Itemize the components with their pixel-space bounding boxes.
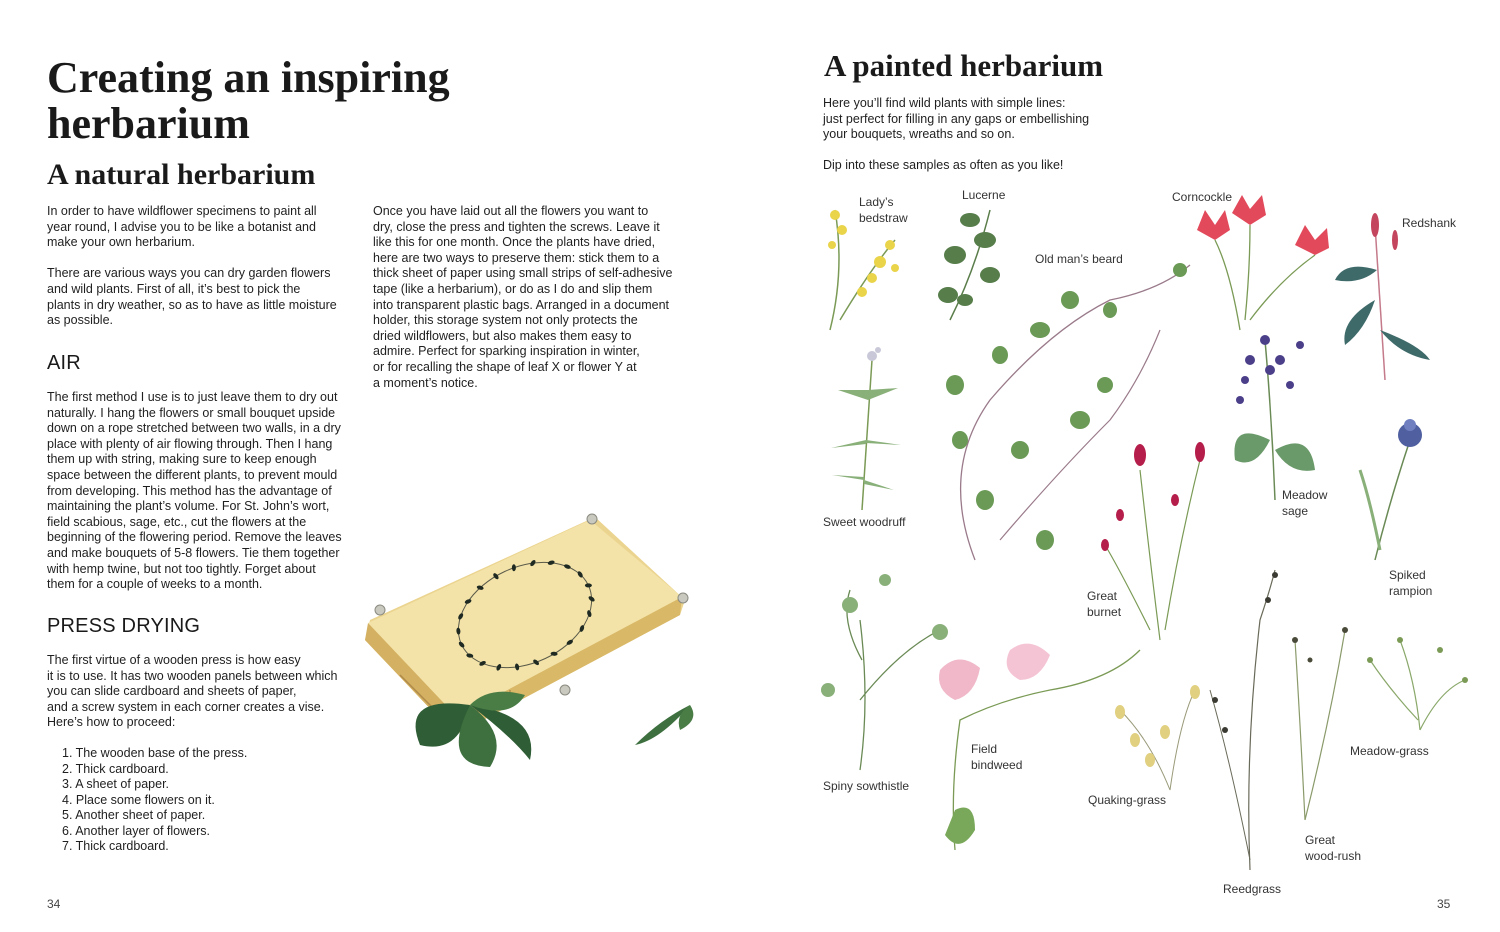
list-item: 4. Place some flowers on it. (62, 792, 215, 807)
reedgrass-illustration (1210, 570, 1278, 870)
label-great-burnet: Great burnet (1087, 589, 1122, 619)
label-meadow-sage: Meadow sage (1282, 488, 1328, 518)
label-spiny-sowthistle: Spiny sowthistle (823, 779, 910, 793)
spiny-sowthistle-illustration (821, 574, 948, 770)
lucerne-illustration (938, 210, 1000, 320)
air-paragraph: The first method I use is to just leave them to dry out naturally. I hang the flowers or small bouquet upside down on a rope stretched between two walls, in a dry place with plenty of air flowing through. Then I hang them up with string, making sure to keep enough space between the different plants, to prevent mould from developing. This method has the advantage of maintaining the plant’s volume. For St. John’s wort, field scabious, sage, etc., cut the flowers at the beginning of the flowering period. Remove the leaves and make bouquets of 5-8 flowers. Tie them together with hemp twine, but not too tightly. Forget about them for a couple of weeks to a month. (47, 390, 342, 592)
label-lucerne: Lucerne (962, 188, 1006, 202)
page-number-left: 34 (47, 897, 61, 911)
label-great-wood-rush: Great wood-rush (1305, 833, 1362, 863)
corncockle-illustration (1197, 195, 1329, 330)
label-redshank: Redshank (1402, 216, 1457, 230)
label-corncockle: Corncockle (1172, 190, 1233, 204)
list-item: 2. Thick cardboard. (62, 761, 169, 776)
air-heading: AIR (47, 352, 81, 374)
section-subtitle: A natural herbarium (47, 158, 316, 191)
label-reedgrass: Reedgrass (1223, 882, 1282, 896)
meadow-sage-illustration (1234, 335, 1315, 500)
ladys-bedstraw-illustration (828, 210, 899, 330)
great-wood-rush-illustration (1292, 627, 1348, 820)
label-sweet-woodruff: Sweet woodruff (823, 515, 906, 529)
label-quaking-grass: Quaking-grass (1088, 793, 1167, 807)
list-item: 3. A sheet of paper. (62, 777, 170, 791)
label-old-mans-beard: Old man’s beard (1035, 252, 1123, 266)
list-item: 6. Another layer of flowers. (62, 823, 210, 838)
field-bindweed-illustration (939, 644, 1140, 850)
intro-paragraph-1: In order to have wildflower specimens to paint all year round, I advise you to be like a botanist and make your own herbarium. (47, 204, 317, 250)
spiked-rampion-illustration (1360, 419, 1422, 560)
list-item: 1. The wooden base of the press. (62, 746, 248, 760)
old-mans-beard-illustration (946, 263, 1190, 560)
label-field-bindweed: Field bindweed (971, 742, 1023, 772)
meadow-grass-illustration (1367, 637, 1468, 730)
page-title: Creating an inspiring herbarium (47, 53, 450, 148)
redshank-illustration (1335, 213, 1430, 380)
press-paragraph: The first virtue of a wooden press is how easy it is to use. It has two wooden panels between which you can slide cardboard and sheets of paper, and a screw system in each corner creates a vise. Here’s how to proceed: (47, 653, 338, 730)
dip-paragraph: Dip into these samples as often as you like! (823, 158, 1064, 172)
sweet-woodruff-illustration (831, 347, 901, 510)
list-item: 5. Another sheet of paper. (62, 808, 206, 822)
column-two-paragraph: Once you have laid out all the flowers you want to dry, close the press and tighten the screws. Leave it like this for one month. Once the plants have dried, here are two ways to preserve them: stick them to a thick sheet of paper using small strips of self-adhesive tape (like a herbarium), or do as I do and slip them into transparent plastic bags. Arranged in a document holder, this storage system not only protects the dried wildflowers, but also makes them easy to admire. Perfect for sparking inspiration in winter, or for recalling the shape of leaf X or flower Y at a moment’s notice. (373, 204, 673, 390)
press-drying-heading: PRESS DRYING (47, 615, 201, 637)
label-meadow-grass: Meadow-grass (1350, 744, 1429, 758)
page-number-right: 35 (1437, 897, 1451, 911)
label-spiked-rampion: Spiked rampion (1389, 568, 1433, 598)
right-page-title: A painted herbarium (824, 48, 1104, 83)
right-intro-paragraph: Here you’ll find wild plants with simple lines: just perfect for filling in any gaps or embellishing your bouquets, wreaths and so on. (823, 96, 1090, 142)
list-item: 7. Thick cardboard. (62, 839, 169, 853)
label-ladys-bedstraw: Lady’s bedstraw (859, 195, 908, 225)
intro-paragraph-2: There are various ways you can dry garden flowers and wild plants. First of all, it’s best to pick the plants in dry weather, so as to have as little moisture as possible. (47, 266, 337, 328)
quaking-grass-illustration (1115, 685, 1200, 790)
